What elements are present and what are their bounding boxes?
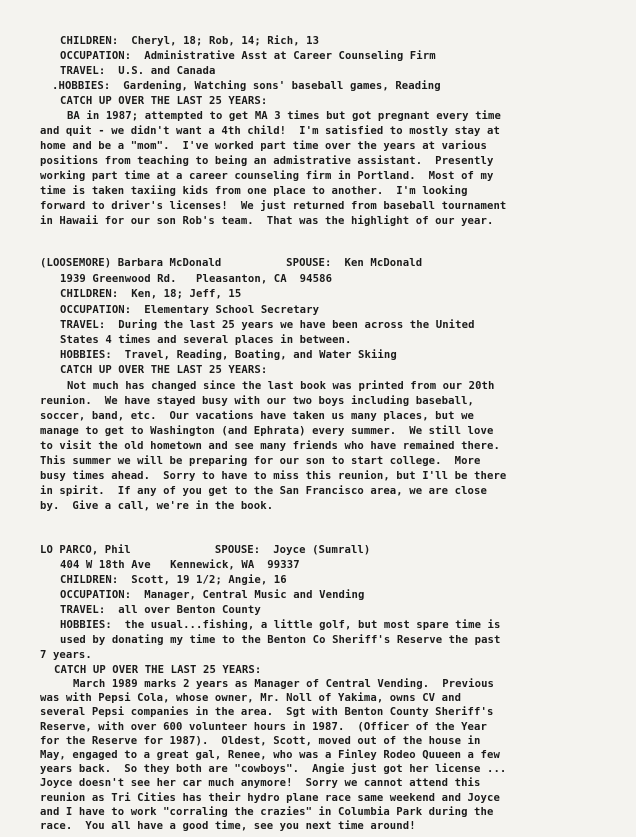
entry2-body-line: in spirit. If any of you get to the San Francisco area, we are close: [40, 485, 487, 497]
entry2-travel-cont: States 4 times and several places in between.: [60, 334, 352, 346]
entry3-children: CHILDREN: Scott, 19 1/2; Angie, 16: [60, 574, 287, 586]
entry2-body-line: Not much has changed since the last book was printed from our 20th: [54, 380, 495, 392]
entry2-body-line: manage to get to Washington (and Ephrata) every summer. We still love: [40, 425, 494, 437]
entry3-body-line: race. You all have a good time, see you next time around!: [40, 820, 416, 832]
entry3-catchup-heading: CATCH UP OVER THE LAST 25 YEARS:: [54, 664, 262, 676]
entry3-body-line: May, engaged to a great gal, Renee, who was a Finley Rodeo Quueen a few: [40, 749, 500, 761]
entry3-header: LO PARCO, Phil SPOUSE: Joyce (Sumrall): [40, 544, 371, 556]
entry1-body-line: working part time at a career counseling firm in Portland. Most of my: [40, 170, 494, 182]
entry1-travel: TRAVEL: U.S. and Canada: [60, 65, 216, 77]
entry3-address: 404 W 18th Ave Kennewick, WA 99337: [60, 559, 300, 571]
entry3-body-line: reunion as Tri Cities has their hydro plane race same weekend and Joyce: [40, 791, 500, 804]
entry1-body-line: home and be a "mom". I've worked part time over the years at various: [40, 140, 487, 152]
entry3-hobbies-cont: 7 years.: [40, 649, 92, 661]
entry1-catchup-heading: CATCH UP OVER THE LAST 25 YEARS:: [60, 95, 268, 107]
entry2-travel: TRAVEL: During the last 25 years we have been across the United: [60, 319, 475, 331]
entry2-catchup-heading: CATCH UP OVER THE LAST 25 YEARS:: [60, 364, 268, 376]
entry1-body-line: positions from teaching to being an admistrative assistant. Presently: [40, 155, 494, 167]
entry2-body-line: This summer we will be preparing for our son to start college. More: [40, 455, 481, 467]
entry3-body-line: years back. So they both are "cowboys". Angie just got her license ...: [40, 763, 507, 776]
entry2-children: CHILDREN: Ken, 18; Jeff, 15: [60, 288, 242, 300]
entry3-body-line: several Pepsi companies in the area. Sgt with Benton County Sheriff's: [40, 706, 494, 719]
entry3-travel: TRAVEL: all over Benton County: [60, 604, 261, 616]
entry1-hobbies: .HOBBIES: Gardening, Watching sons' baseball games, Reading: [52, 80, 441, 92]
entry3-body-line: March 1989 marks 2 years as Manager of Central Vending. Previous: [60, 678, 495, 690]
entry2-address: 1939 Greenwood Rd. Pleasanton, CA 94586: [60, 273, 333, 285]
entry3-body-line: for the Reserve for 1987). Oldest, Scott, moved out of the house in: [40, 734, 481, 747]
entry1-children: CHILDREN: Cheryl, 18; Rob, 14; Rich, 13: [60, 35, 320, 47]
entry1-occupation: OCCUPATION: Administrative Asst at Career Counseling Firm: [60, 50, 436, 62]
entry1-body-line: BA in 1987; attempted to get MA 3 times but got pregnant every time: [54, 110, 501, 122]
entry2-body-line: soccer, band, etc. Our vacations have taken us many places, but we: [40, 410, 475, 422]
entry1-body-line: and quit - we didn't want a 4th child! I'm satisfied to mostly stay at: [40, 125, 500, 137]
entry3-occupation: OCCUPATION: Manager, Central Music and Vending: [60, 589, 365, 601]
entry2-body-line: reunion. We have stayed busy with our two boys including baseball,: [40, 395, 475, 407]
entry3-body-line: was with Pepsi Cola, whose owner, Mr. Noll of Yakima, owns CV and: [40, 692, 462, 705]
entry1-body-line: forward to driver's licenses! We just returned from baseball tournament: [40, 200, 507, 212]
entry3-hobbies-cont: used by donating my time to the Benton Co Sheriff's Reserve the past: [60, 634, 501, 646]
entry2-body-line: by. Give a call, we're in the book.: [40, 500, 274, 512]
entry3-body-line: Joyce doesn't see her car much anymore! Sorry we cannot attend this: [40, 777, 481, 790]
entry1-body-line: in Hawaii for our son Rob's team. That was the highlight of our year.: [40, 215, 494, 227]
entry3-body-line: and I have to work "corraling the crazies" in Columbia Park during the: [40, 805, 494, 818]
entry2-header: (LOOSEMORE) Barbara McDonald SPOUSE: Ken McDonald: [40, 257, 423, 269]
entry3-body-line: Reserve, with over 600 volunteer hours in 1987. (Officer of the Year: [40, 720, 487, 733]
entry2-body-line: to visit the old hometown and see many friends who have remained there.: [40, 440, 500, 452]
entry1-body-line: time is taken taxiing kids from one place to another. I'm looking: [40, 185, 468, 197]
entry2-occupation: OCCUPATION: Elementary School Secretary: [60, 304, 320, 316]
entry2-body-line: busy times ahead. Sorry to have to miss this reunion, but I'll be there: [40, 470, 507, 482]
entry2-hobbies: HOBBIES: Travel, Reading, Boating, and Water Skiing: [60, 349, 397, 361]
entry3-hobbies: HOBBIES: the usual...fishing, a little golf, but most spare time is: [60, 619, 501, 631]
